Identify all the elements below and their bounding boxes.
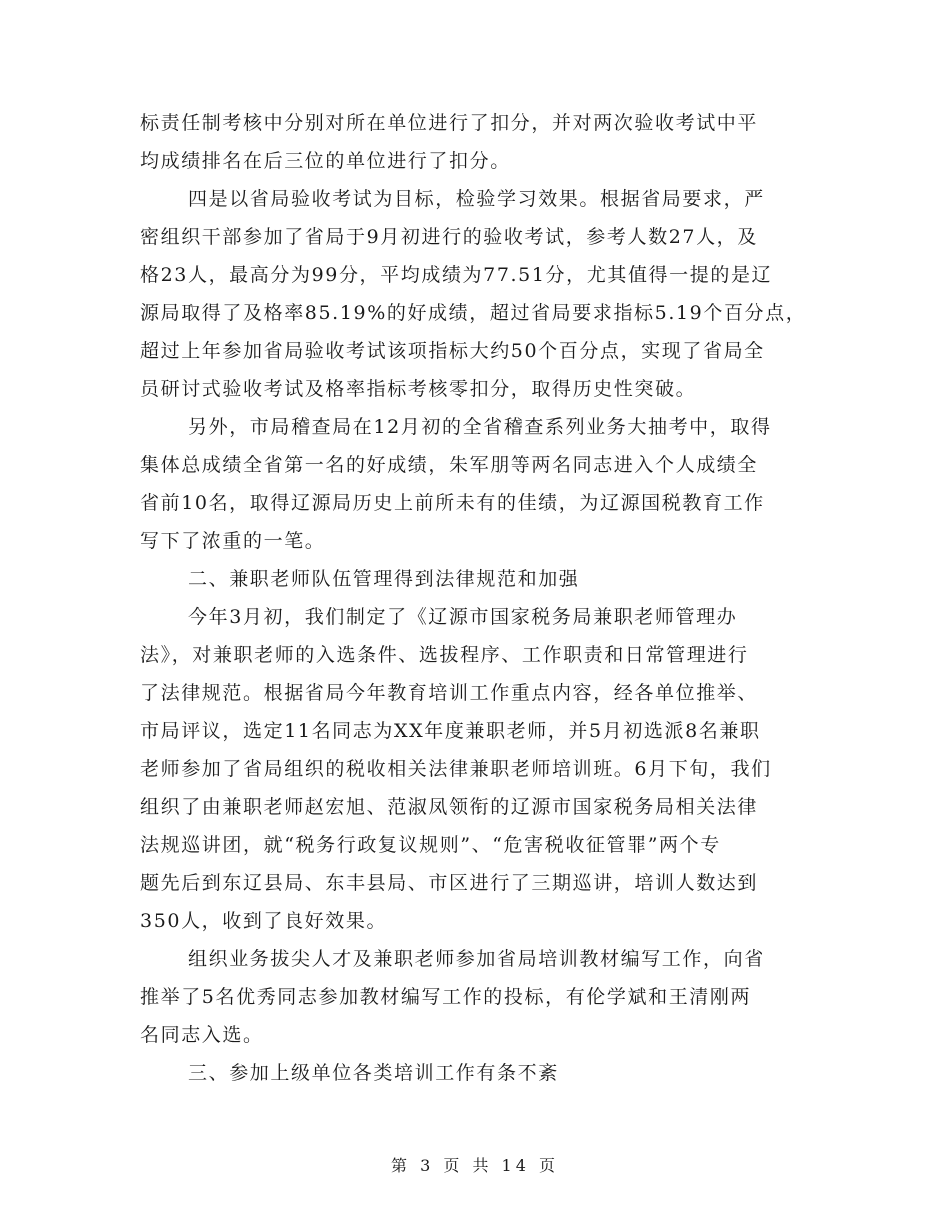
text-line: 老师参加了省局组织的税收相关法律兼职老师培训班。6月下旬，我们: [140, 758, 772, 780]
document-body: [140, 104, 820, 1092]
text-line: 今年3月初，我们制定了《辽源市国家税务局兼职老师管理办: [188, 606, 738, 628]
text-line: 格23人，最高分为99分，平均成绩为77.51分，尤其值得一提的是辽: [140, 264, 773, 286]
text-line: 推举了5名优秀同志参加教材编写工作的投标，有伦学斌和王清刚两: [140, 986, 752, 1008]
text-line: 源局取得了及格率85.19%的好成绩，超过省局要求指标5.19个百分点，: [140, 302, 807, 324]
paragraph-textbook-writing: [140, 940, 820, 1054]
page-number-footer: 第 3 页 共 14 页: [391, 1156, 559, 1175]
text-line: 另外，市局稽查局在12月初的全省稽查系列业务大抽考中，取得: [188, 416, 772, 438]
text-line: 350人，收到了良好效果。: [140, 910, 388, 932]
section-heading: 三、参加上级单位各类培训工作有条不紊: [188, 1062, 559, 1084]
text-line: 集体总成绩全省第一名的好成绩，朱军朋等两名同志进入个人成绩全: [140, 454, 759, 476]
paragraph-exam-results: [140, 180, 820, 408]
text-line: 四是以省局验收考试为目标，检验学习效果。根据省局要求，严: [188, 188, 765, 210]
text-line: 密组织干部参加了省局于9月初进行的验收考试，参考人数27人，及: [140, 226, 758, 248]
section-heading-three: [140, 1054, 820, 1092]
text-line: 法规巡讲团，就“税务行政复议规则”、“危害税收征管罪”两个专: [140, 834, 721, 856]
text-line: 均成绩排名在后三位的单位进行了扣分。: [140, 150, 511, 172]
text-line: 了法律规范。根据省局今年教育培训工作重点内容，经各单位推举、: [140, 682, 759, 704]
paragraph-continuation: [140, 104, 820, 180]
text-line: 组织业务拔尖人才及兼职老师参加省局培训教材编写工作，向省: [188, 948, 765, 970]
section-heading-two: [140, 560, 820, 598]
paragraph-teacher-management: [140, 598, 820, 940]
text-line: 省前10名，取得辽源局历史上前所未有的佳绩，为辽源国税教育工作: [140, 492, 765, 514]
text-line: 员研讨式验收考试及格率指标考核零扣分，取得历史性突破。: [140, 378, 697, 400]
text-line: 名同志入选。: [140, 1024, 264, 1046]
text-line: 法》，对兼职老师的入选条件、选拔程序、工作职责和日常管理进行: [140, 644, 749, 666]
text-line: 组织了由兼职老师赵宏旭、范淑凤领衔的辽源市国家税务局相关法律: [140, 796, 759, 818]
text-line: 题先后到东辽县局、东丰县局、市区进行了三期巡讲，培训人数达到: [140, 872, 759, 894]
text-line: 超过上年参加省局验收考试该项指标大约50个百分点，实现了省局全: [140, 340, 765, 362]
text-line: 写下了浓重的一笔。: [140, 530, 326, 552]
section-heading: 二、兼职老师队伍管理得到法律规范和加强: [188, 568, 580, 590]
text-line: 标责任制考核中分别对所在单位进行了扣分，并对两次验收考试中平: [140, 112, 759, 134]
paragraph-inspection-results: [140, 408, 820, 560]
text-line: 市局评议，选定11名同志为XX年度兼职老师，并5月初选派8名兼职: [140, 720, 761, 742]
